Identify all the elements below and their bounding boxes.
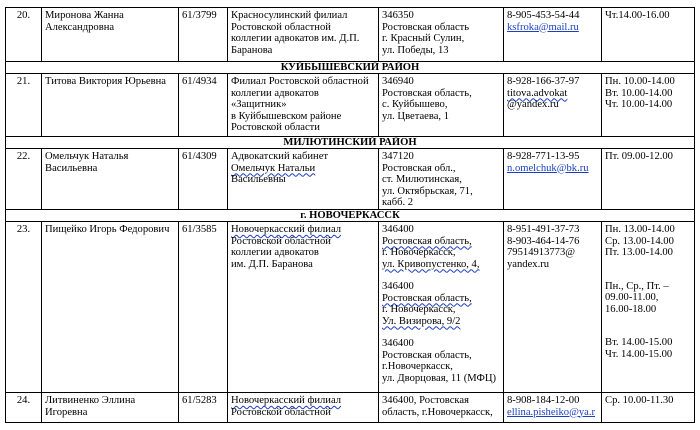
lawyer-name: Пищейко Игорь Федорович — [42, 222, 179, 393]
table-row — [6, 8, 695, 62]
email-link[interactable]: ksfroka@mail.ru — [507, 21, 579, 33]
reception-hours: Ср. 10.00-11.30 — [602, 393, 695, 423]
contacts — [504, 222, 602, 393]
address: 346400, Ростовская область, г.Новочеркасск, — [379, 393, 504, 423]
address: 347120 Ростовская обл., ст. Милютинская, ул. Октябрьская, 71, кабб. 2 — [379, 149, 504, 210]
row-number: 24. — [6, 393, 42, 423]
table-row — [6, 393, 695, 423]
region-title: МИЛЮТИНСКИЙ РАЙОН — [6, 137, 695, 149]
address: 346940 Ростовская область, с. Куйбышево, ул. Цветаева, 1 — [379, 74, 504, 137]
row-number: 23. — [6, 222, 42, 393]
region-header-row — [6, 62, 695, 74]
table-row — [6, 222, 695, 393]
email-link[interactable]: n.omelchuk@bk.ru — [507, 162, 589, 174]
reception-hours: Пн. 10.00-14.00 Вт. 10.00-14.00 Чт. 10.00-14.00 — [602, 74, 695, 137]
registry-number: 61/3799 — [179, 8, 228, 62]
lawyer-name: Литвиненко Эллина Игоревна — [42, 393, 179, 423]
region-header-row — [6, 210, 695, 222]
region-title: КУЙБЫШЕВСКИЙ РАЙОН — [6, 62, 695, 74]
phone: 8-928-771-13-95 — [507, 151, 580, 162]
registry-number: 61/5283 — [179, 393, 228, 423]
email-part: @yandex.ru — [507, 99, 559, 110]
reception-hours: Пн. 13.00-14.00 Ср. 13.00-14.00 Пт. 13.00-14.00 Пн., Ср., Пт. – 09.00-11.00, 16.00-18.00 Вт. 14.00-15.00 Чт. 14.00-15.00 — [602, 222, 695, 393]
email-part: 79514913773@ — [507, 247, 576, 258]
phone: 8-951-491-37-73 — [507, 224, 580, 235]
contacts — [504, 74, 602, 137]
address: 346400 Ростовская область, г. Новочеркасск, ул. Кривопустенко, 4, 346400 Ростовская область, г. Новочеркасск, Ул. Визирова, 9/2 346400 Ростовская область, г.Новочеркасск, ул. Дворцовая, 11 (МФЦ) — [379, 222, 504, 393]
lawyers-table — [5, 7, 695, 423]
registry-number: 61/3585 — [179, 222, 228, 393]
contacts — [504, 149, 602, 210]
lawyer-name: Титова Виктория Юрьевна — [42, 74, 179, 137]
organization: Адвокатский кабинет Омельчук Натальи Васильевны — [228, 149, 379, 210]
address: 346350 Ростовская область г. Красный Сулин, ул. Победы, 13 — [379, 8, 504, 62]
organization: Красносулинский филиал Ростовской областной коллегии адвокатов им. Д.П. Баранова — [228, 8, 379, 62]
phone: 8-905-453-54-44 — [507, 10, 580, 21]
organization: Новочеркасский филиал Ростовской областной — [228, 393, 379, 423]
region-header-row — [6, 137, 695, 149]
email-part: titova.advokat — [507, 87, 568, 99]
phone: 8-928-166-37-97 — [507, 76, 580, 87]
reception-hours: Чт.14.00-16.00 — [602, 8, 695, 62]
phone: 8-903-464-14-76 — [507, 235, 580, 247]
organization: Новочеркасский филиал Ростовской областной коллегии адвокатов им. Д.П. Баранова — [228, 222, 379, 393]
table-row — [6, 149, 695, 210]
registry-number: 61/4309 — [179, 149, 228, 210]
row-number: 22. — [6, 149, 42, 210]
row-number: 20. — [6, 8, 42, 62]
email-link[interactable]: ellina.pisheiko@ya.r — [507, 406, 596, 418]
reception-hours: Пт. 09.00-12.00 — [602, 149, 695, 210]
registry-number: 61/4934 — [179, 74, 228, 137]
lawyer-name: Миронова Жанна Александровна — [42, 8, 179, 62]
lawyer-name: Омельчук Наталья Васильевна — [42, 149, 179, 210]
contacts — [504, 393, 602, 423]
phone: 8-908-184-12-00 — [507, 395, 580, 406]
table-row — [6, 74, 695, 137]
contacts — [504, 8, 602, 62]
region-title: г. НОВОЧЕРКАССК — [6, 210, 695, 222]
email-part: yandex.ru — [507, 258, 550, 270]
row-number: 21. — [6, 74, 42, 137]
organization: Филиал Ростовской областной коллегии адвокатов «Защитник» в Куйбышевском районе Ростовской области — [228, 74, 379, 137]
